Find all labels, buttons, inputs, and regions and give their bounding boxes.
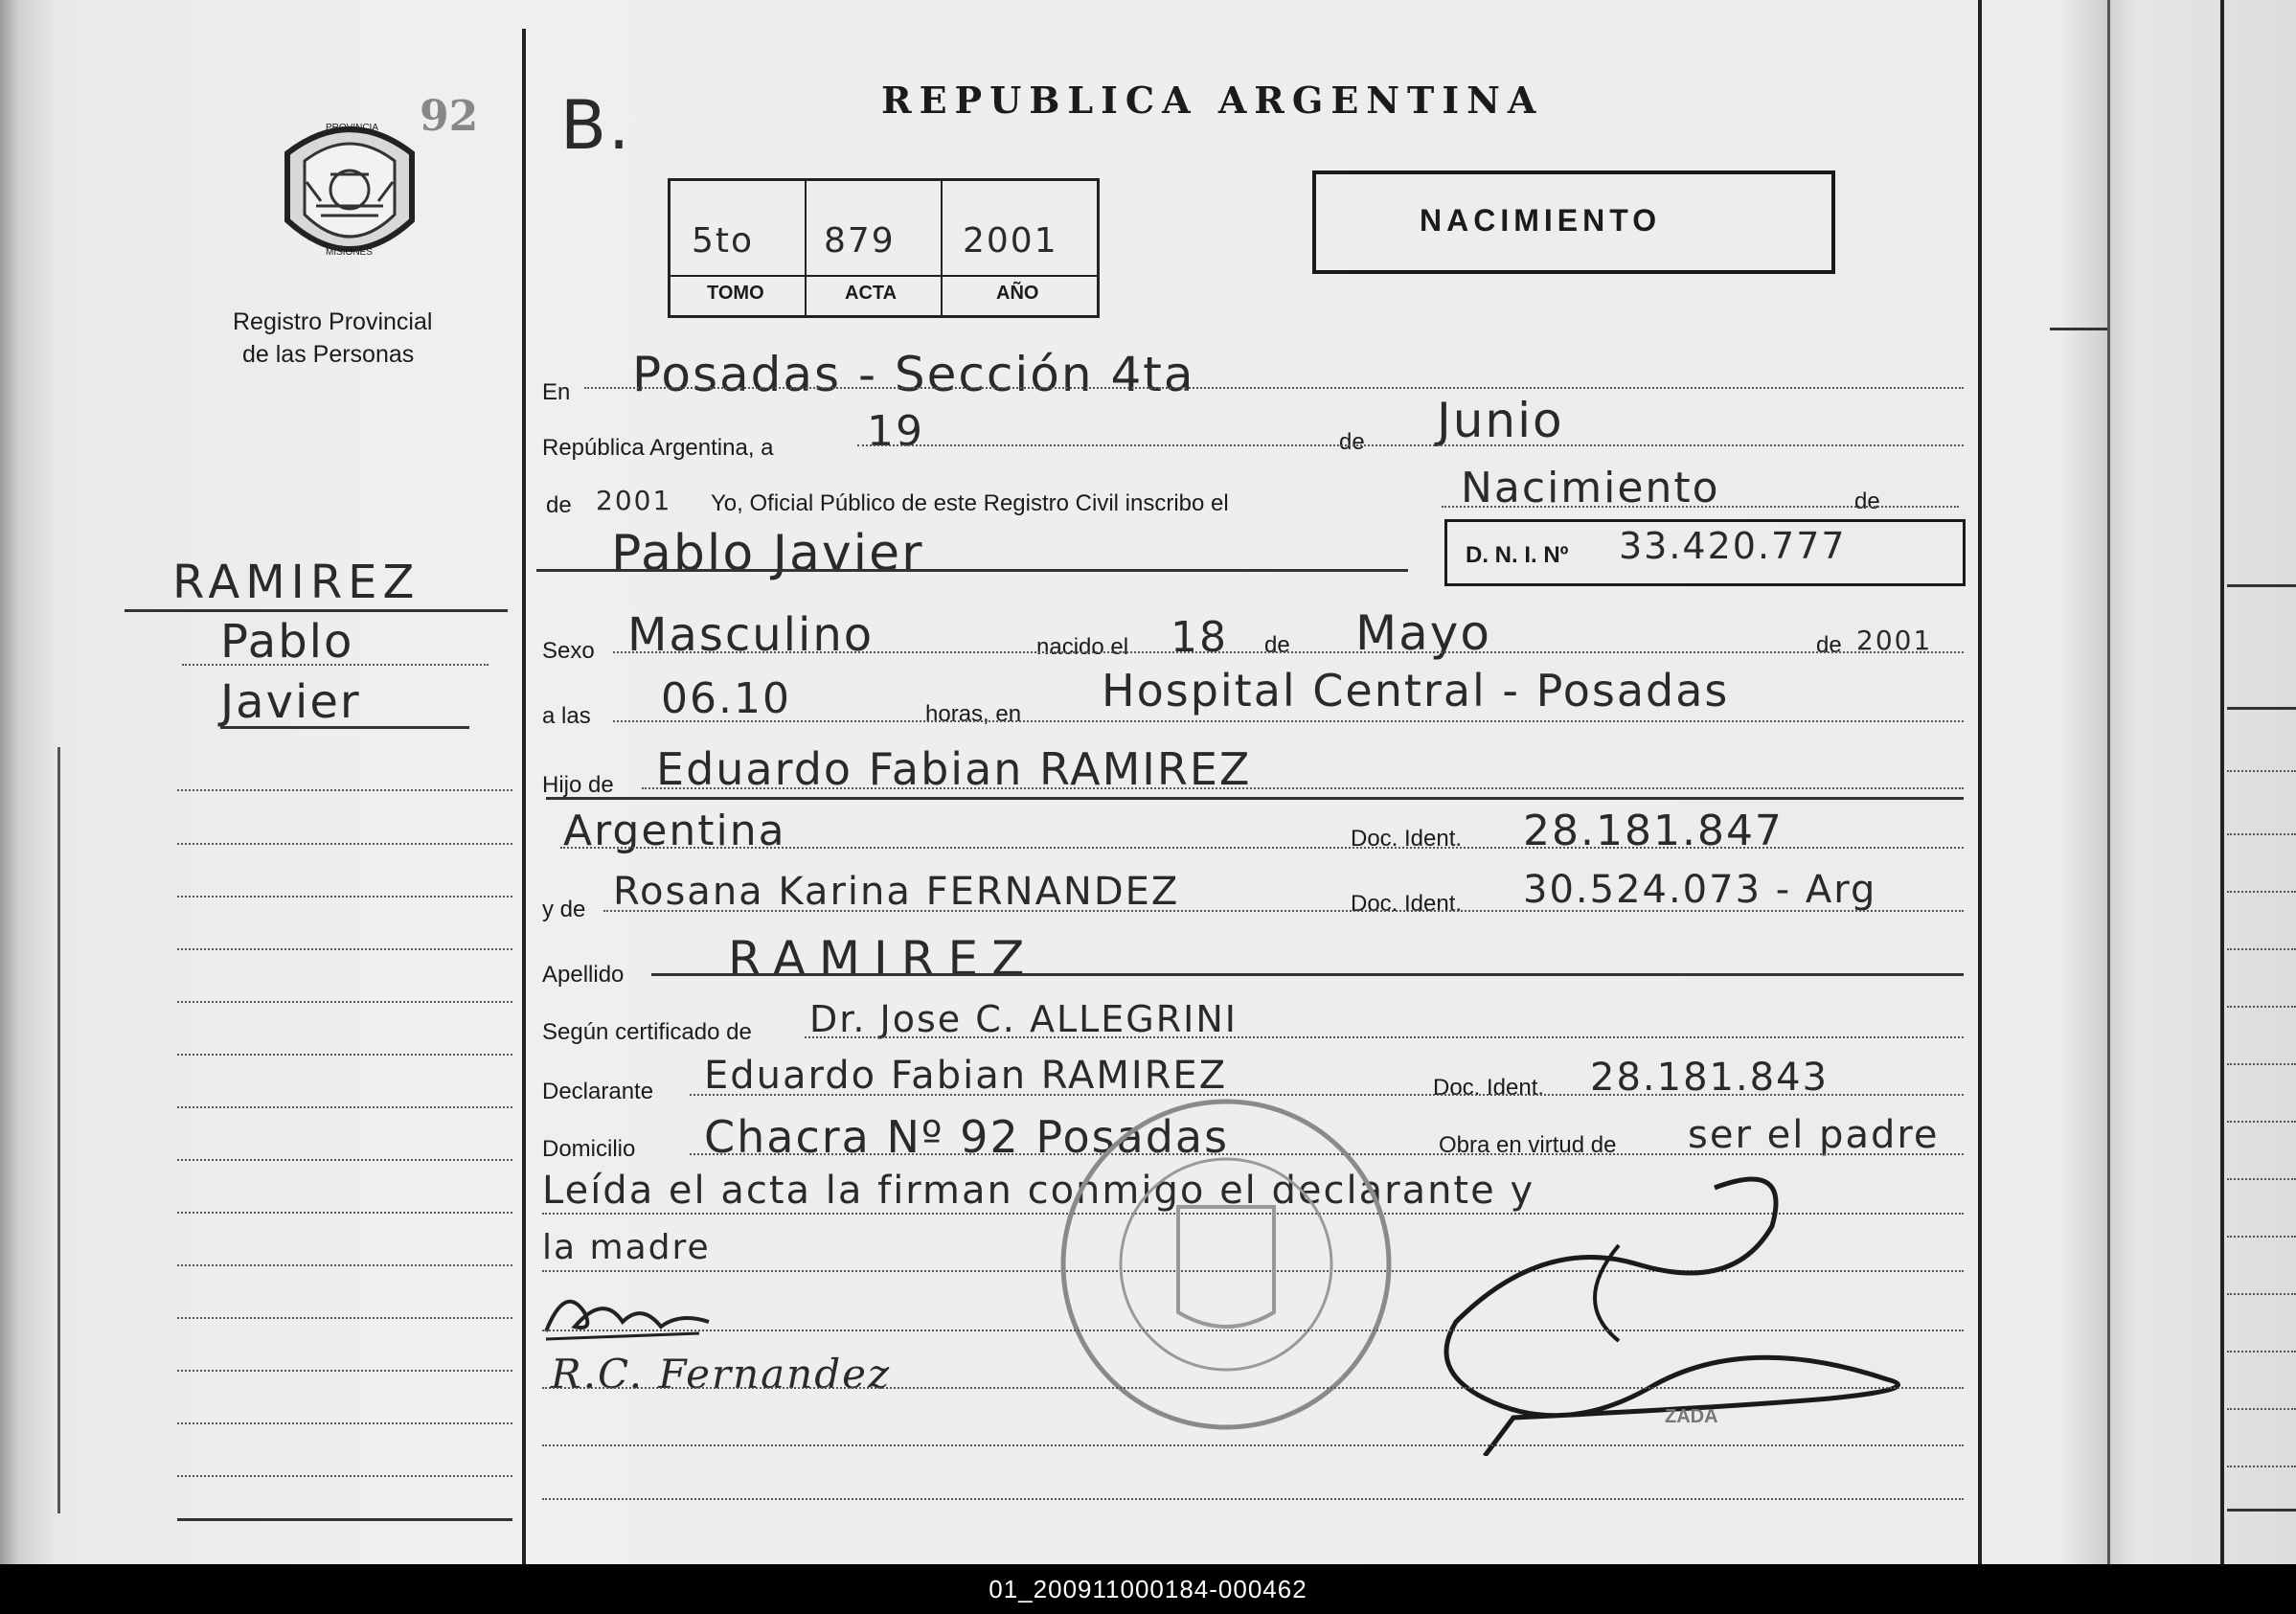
next-page-line: [2220, 0, 2224, 1564]
signature-name: R.C. Fernandez: [551, 1351, 892, 1398]
stub-line: [177, 789, 512, 791]
emblem-bottom-text: MISIONES: [326, 247, 373, 258]
place-line: [584, 387, 1964, 389]
mother-name: Rosana Karina FERNANDEZ: [613, 870, 1180, 914]
doctor-value: Dr. Jose C. ALLEGRINI: [809, 998, 1238, 1040]
form-right-line: [1978, 0, 1982, 1564]
stub-line: [177, 1054, 512, 1056]
alas-label: a las: [542, 703, 591, 729]
stub-line: [177, 1475, 512, 1477]
nacido-label: nacido el: [1036, 634, 1129, 660]
left-margin-line: [57, 747, 60, 1513]
form-line: [542, 1498, 1964, 1500]
apellido-label: Apellido: [542, 962, 625, 988]
doc-ident-label: Doc. Ident.: [1351, 826, 1463, 852]
registry-line2: de las Personas: [242, 341, 415, 368]
stub-line: [177, 1264, 512, 1266]
tomo-label: TOMO: [707, 283, 764, 304]
sexo-label: Sexo: [542, 638, 595, 664]
stub-line: [177, 1212, 512, 1214]
inscribe-type: Nacimiento: [1461, 464, 1720, 512]
next-page-line: [2227, 584, 2296, 587]
sexo-line: [613, 651, 1964, 653]
father-rule: [546, 797, 1964, 800]
en-label: En: [542, 379, 571, 405]
next-page-line: [2227, 1351, 2296, 1353]
mother-line: [603, 910, 1964, 912]
year-value: 2001: [596, 485, 672, 516]
year-label: de: [546, 492, 572, 518]
domicilio-value: Chacra Nº 92 Posadas: [704, 1111, 1230, 1163]
stub-line: [177, 1159, 512, 1161]
apellido-line: [651, 973, 1964, 976]
form-line: [542, 1387, 1964, 1389]
next-page-line: [2227, 891, 2296, 893]
registry-seal-icon: [1054, 1092, 1398, 1437]
next-page-line: [2227, 1509, 2296, 1512]
stub-line: [177, 1518, 512, 1521]
stub-divider-line: [522, 29, 526, 1564]
registry-line1: Registro Provincial: [233, 308, 433, 335]
stub-line: [177, 896, 512, 898]
father-nat-line: [560, 847, 1964, 849]
inscribe-line: [1442, 506, 1959, 508]
ano-value: 2001: [963, 221, 1058, 261]
next-page-line: [2227, 1121, 2296, 1123]
stub-given1: Pablo: [220, 615, 354, 669]
de-label2: de: [1854, 489, 1880, 514]
hijo-label: Hijo de: [542, 772, 614, 798]
birth-year: 2001: [1856, 625, 1933, 656]
certificado-label: Según certificado de: [542, 1019, 752, 1045]
de-label3: de: [1264, 632, 1290, 658]
doc-ident-label3: Doc. Ident.: [1433, 1075, 1545, 1101]
file-id: 01_200911000184-000462: [0, 1564, 2296, 1614]
next-page-line: [2227, 1178, 2296, 1180]
father-doc: 28.181.847: [1523, 807, 1784, 855]
next-page-line: [2227, 1408, 2296, 1410]
form-line: [542, 1444, 1964, 1446]
acta-value: 879: [824, 221, 896, 261]
birthplace-value: Hospital Central - Posadas: [1102, 665, 1730, 716]
birth-day: 18: [1171, 613, 1228, 662]
apellido-value: RAMIREZ: [728, 931, 1038, 987]
stub-line: [182, 664, 489, 666]
stub-line: [177, 1001, 512, 1003]
alas-line: [613, 720, 1964, 722]
dni-label: D. N. I. Nº: [1466, 542, 1569, 568]
de-label: de: [1339, 429, 1365, 455]
acta-label: ACTA: [845, 283, 898, 304]
next-page-line: [2227, 948, 2296, 950]
dni-value: 33.420.777: [1619, 525, 1847, 567]
stub-line: [177, 1106, 512, 1108]
next-page-line: [2227, 1236, 2296, 1238]
stub-line: [125, 609, 508, 612]
horas-label: horas, en: [925, 701, 1022, 727]
date-line: [857, 444, 1964, 446]
stub-line: [177, 1317, 512, 1319]
next-page-line: [2227, 1466, 2296, 1467]
officer-stamp-text: ZADA: [1665, 1406, 1718, 1427]
birth-month: Mayo: [1355, 605, 1491, 661]
next-page-line: [2227, 770, 2296, 772]
act-number-table: [668, 178, 1100, 318]
yde-label: y de: [542, 897, 586, 922]
next-page-line: [2227, 707, 2296, 710]
emblem-top-text: PROVINCIA: [326, 123, 379, 133]
declarante-doc: 28.181.843: [1590, 1056, 1830, 1100]
month-value: Junio: [1437, 393, 1564, 448]
de-label4: de: [1816, 632, 1842, 658]
stub-line: [177, 948, 512, 950]
stub-line: [177, 1370, 512, 1372]
yo-text: Yo, Oficial Público de este Registro Civil inscribo el: [711, 490, 1229, 516]
father-nationality: Argentina: [563, 807, 786, 855]
leida-text: Leída el acta la firman conmigo el declarante y: [542, 1169, 1535, 1213]
obra-label: Obra en virtud de: [1439, 1132, 1617, 1158]
page-number: 92: [420, 92, 479, 141]
annotation: B.: [560, 86, 632, 165]
day-value: 19: [867, 407, 924, 456]
ano-label: AÑO: [996, 283, 1039, 304]
sexo-value: Masculino: [627, 608, 875, 662]
place-value: Posadas - Sección 4ta: [632, 347, 1195, 402]
child-name: Pablo Javier: [611, 525, 924, 582]
declarante-value: Eduardo Fabian RAMIREZ: [704, 1054, 1228, 1098]
obra-value: ser el padre: [1688, 1113, 1940, 1157]
country-heading: REPUBLICA ARGENTINA: [881, 79, 1544, 122]
stub-line: [177, 1422, 512, 1424]
hour-value: 06.10: [661, 674, 791, 723]
republica-label: República Argentina, a: [542, 435, 774, 461]
next-page-divider: [2107, 0, 2110, 1564]
certificado-line: [805, 1036, 1964, 1038]
declarante-label: Declarante: [542, 1079, 654, 1104]
stub-line: [220, 726, 469, 729]
binding-mark: [2050, 328, 2107, 330]
act-type: NACIMIENTO: [1420, 203, 1662, 238]
domicilio-label: Domicilio: [542, 1136, 636, 1162]
doc-ident-label2: Doc. Ident.: [1351, 891, 1463, 917]
stub-surname: RAMIREZ: [172, 556, 421, 609]
officer-signature: [536, 1274, 728, 1351]
tomo-value: 5to: [692, 221, 755, 261]
next-page-line: [2227, 1006, 2296, 1008]
leida-text2: la madre: [542, 1228, 711, 1267]
father-name: Eduardo Fabian RAMIREZ: [656, 743, 1252, 795]
stub-line: [177, 843, 512, 845]
next-page-line: [2227, 833, 2296, 835]
stub-given2: Javier: [220, 675, 361, 729]
next-page-line: [2227, 1063, 2296, 1065]
mother-doc: 30.524.073 - Arg: [1523, 868, 1877, 912]
child-name-line: [536, 569, 1408, 572]
next-page-line: [2227, 1293, 2296, 1295]
father-line: [642, 787, 1964, 789]
form-line: [542, 1330, 1964, 1331]
